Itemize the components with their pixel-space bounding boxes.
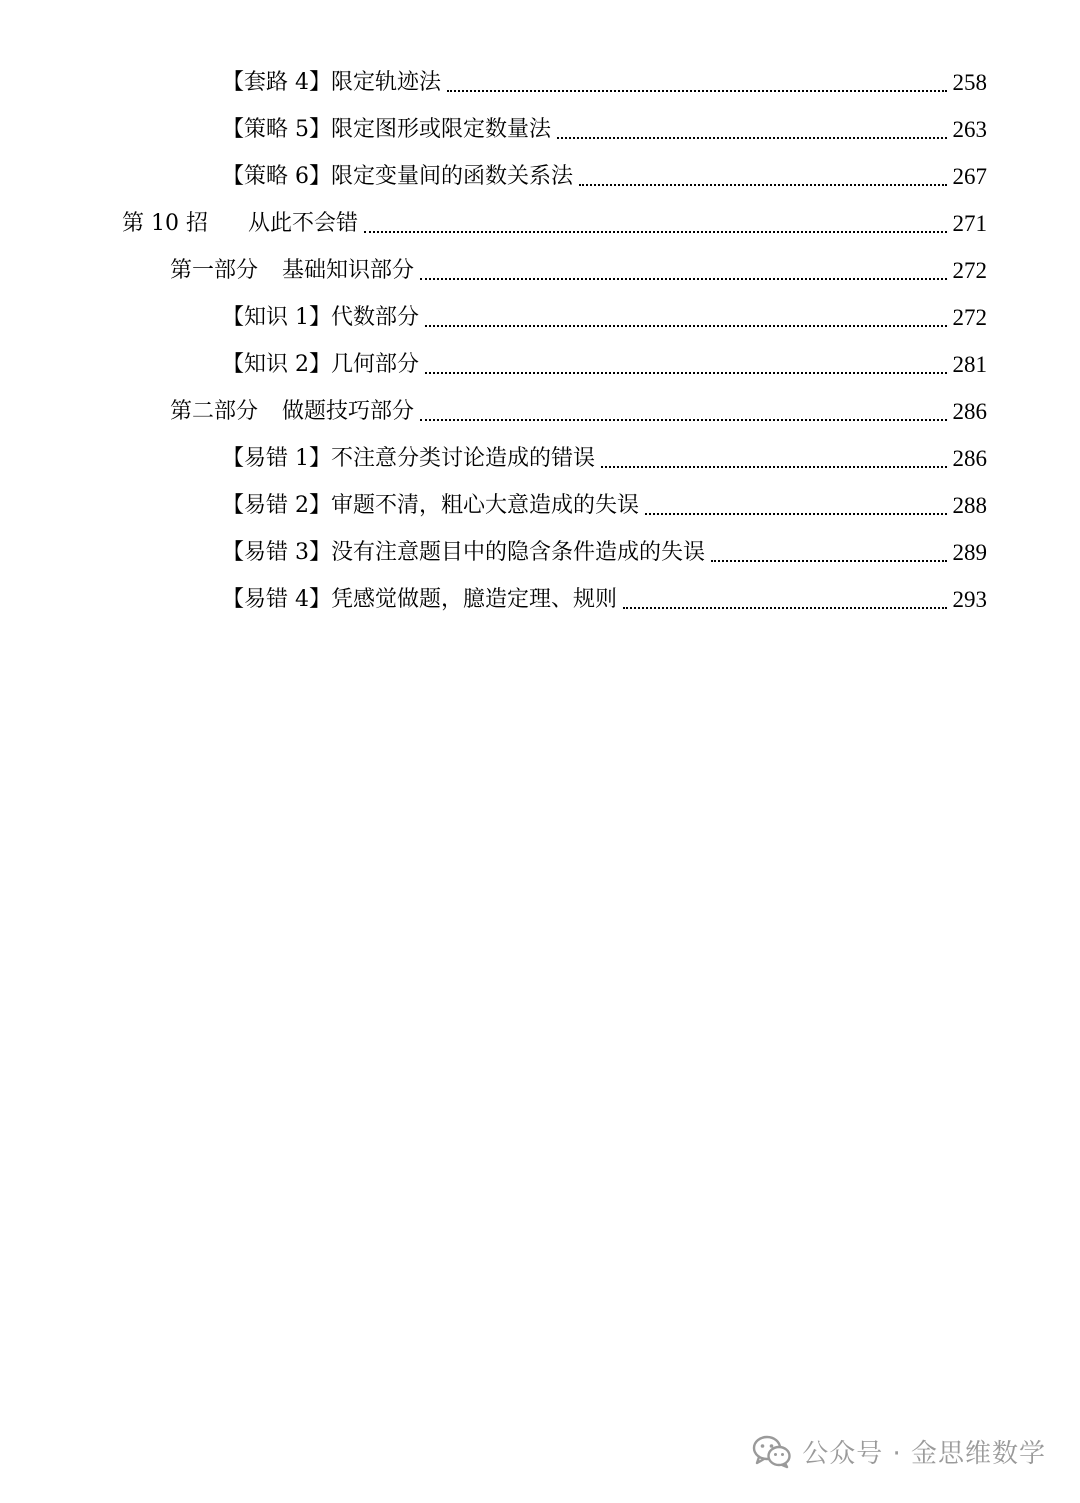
toc-entry-title	[170, 394, 414, 430]
toc-page-number: 263	[952, 117, 987, 142]
toc-entry-title	[222, 300, 419, 336]
toc-entry-prefix: 【易错 3】	[222, 540, 331, 565]
toc-entry-prefix: 【套路 4】	[222, 70, 331, 95]
toc-entry-title	[222, 159, 573, 195]
toc-entry-text: 代数部分	[331, 305, 420, 330]
watermark	[752, 1433, 1046, 1470]
toc-entry-prefix: 【易错 1】	[222, 446, 331, 471]
toc-entry-text: 审题不清，粗心大意造成的失误	[331, 493, 640, 518]
toc-entry-title	[170, 253, 414, 289]
toc-entry	[222, 488, 987, 524]
toc-entry-prefix: 【知识 1】	[222, 305, 331, 330]
watermark-text: 公众号 · 金思维数学	[802, 1439, 1046, 1469]
toc-entry	[222, 347, 987, 383]
dot-leader	[420, 419, 946, 421]
toc-entry-prefix: 【易错 2】	[222, 493, 331, 518]
toc-page-number: 258	[952, 70, 987, 95]
toc-entry-title	[222, 441, 595, 477]
wechat-icon	[752, 1435, 792, 1469]
toc-entry-prefix: 【知识 2】	[222, 352, 331, 377]
toc-entry-prefix: 第二部分	[170, 399, 259, 424]
toc-entry-text: 限定变量间的函数关系法	[331, 164, 574, 189]
dot-leader	[425, 372, 946, 374]
toc-entry	[222, 65, 987, 101]
dot-leader	[711, 560, 946, 562]
toc-entry-text: 凭感觉做题，臆造定理、规则	[331, 587, 618, 612]
toc-entry-prefix: 【易错 4】	[222, 587, 331, 612]
toc-entry-title	[222, 488, 639, 524]
toc-part-entry	[170, 394, 987, 430]
toc-page-number: 267	[952, 164, 987, 189]
toc-entry-prefix: 【策略 6】	[222, 164, 331, 189]
toc-entry-text: 没有注意题目中的隐含条件造成的失误	[331, 540, 706, 565]
dot-leader	[425, 325, 946, 327]
toc-entry-text: 几何部分	[331, 352, 420, 377]
toc-entry	[222, 441, 987, 477]
dot-leader	[623, 607, 946, 609]
toc-entry-title	[222, 347, 419, 383]
toc-page-number: 286	[952, 399, 987, 424]
toc-page-number: 272	[952, 258, 987, 283]
dot-leader	[420, 278, 946, 280]
toc-entry-title	[222, 112, 551, 148]
toc-page-number: 289	[952, 540, 987, 565]
toc-page-number: 293	[952, 587, 987, 612]
toc-chapter-entry	[122, 206, 987, 242]
dot-leader	[557, 137, 946, 139]
toc-entry	[222, 300, 987, 336]
toc-entry	[222, 582, 987, 618]
toc-entry-text: 做题技巧部分	[282, 399, 415, 424]
toc-entry-title	[222, 535, 705, 571]
toc-entry-text: 不注意分类讨论造成的错误	[331, 446, 596, 471]
toc-page-number: 272	[952, 305, 987, 330]
toc-entry-title	[222, 65, 441, 101]
toc-entry	[222, 112, 987, 148]
toc-entry-text: 限定图形或限定数量法	[331, 117, 552, 142]
dot-leader	[579, 184, 946, 186]
toc-page-number: 281	[952, 352, 987, 377]
toc-entry-text: 从此不会错	[247, 211, 358, 236]
dot-leader	[364, 231, 947, 233]
toc-entry-prefix: 【策略 5】	[222, 117, 331, 142]
toc-part-entry	[170, 253, 987, 289]
toc-page-number: 288	[952, 493, 987, 518]
toc-entry-text: 基础知识部分	[282, 258, 415, 283]
toc-page-number: 271	[952, 211, 987, 236]
dot-leader	[447, 90, 946, 92]
dot-leader	[645, 513, 946, 515]
toc-entry-prefix: 第 10 招	[122, 211, 208, 236]
toc-entry	[222, 159, 987, 195]
toc-entry-title	[122, 206, 358, 242]
dot-leader	[601, 466, 946, 468]
toc-entry-prefix: 第一部分	[170, 258, 259, 283]
toc-entry	[222, 535, 987, 571]
toc-entry-text: 限定轨迹法	[331, 70, 442, 95]
toc-page-number: 286	[952, 446, 987, 471]
toc-entry-title	[222, 582, 617, 618]
